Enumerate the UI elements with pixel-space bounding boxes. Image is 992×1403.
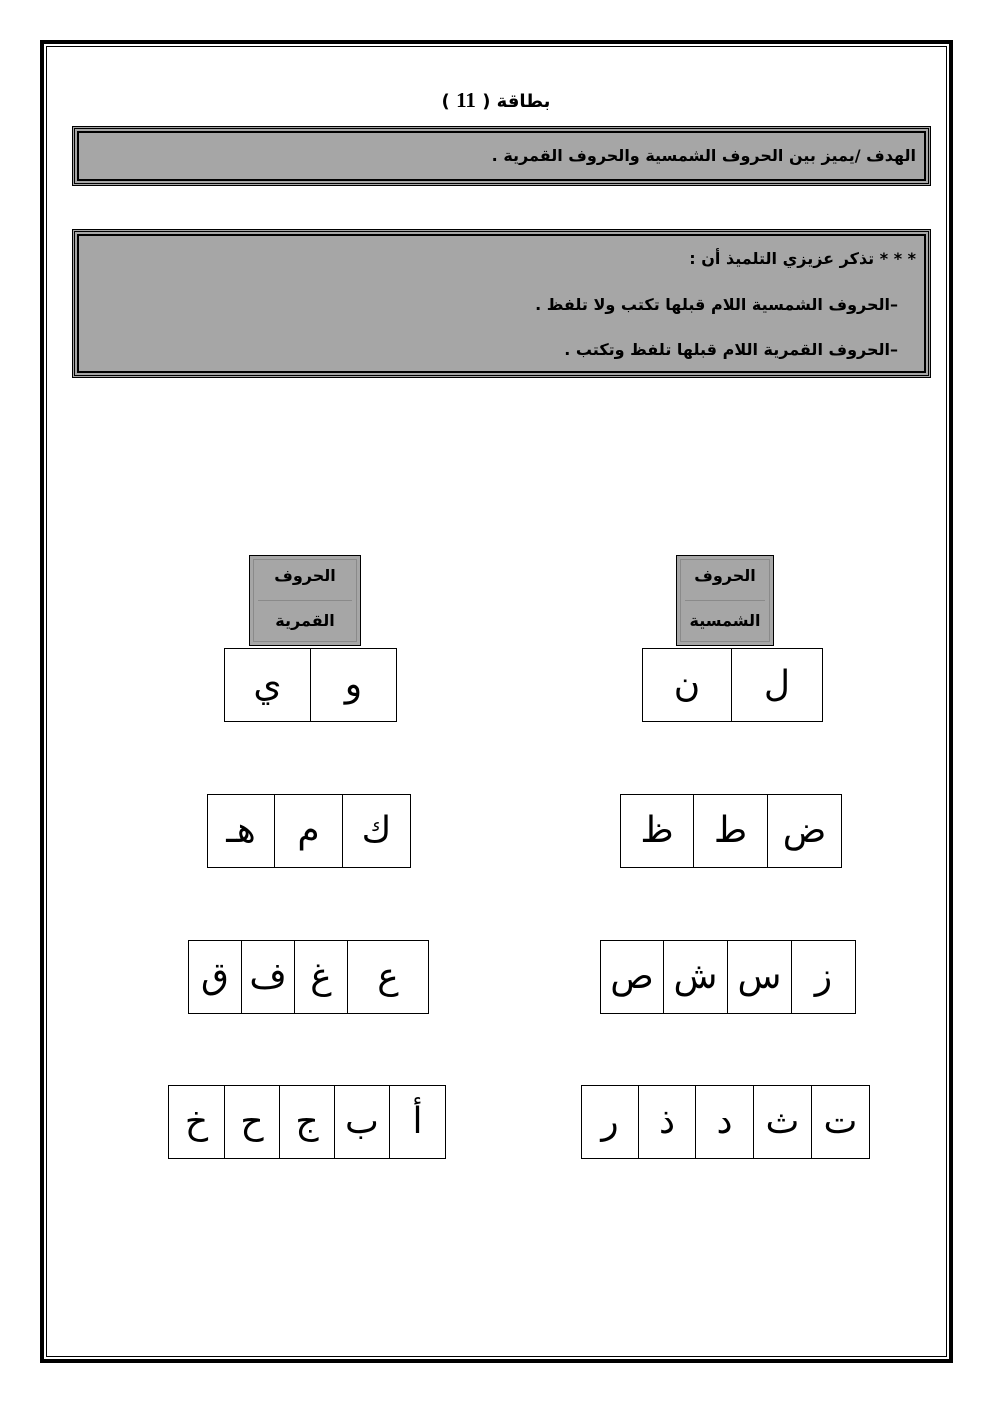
card-title-prefix: بطاقة ( — [482, 91, 551, 112]
moon-letters-header — [249, 555, 361, 646]
letter-cell: ظ — [640, 810, 674, 851]
letter-cell: ذ — [638, 1086, 695, 1158]
reminder-line-sun: –الحروف الشمسية اللام قبلها تكتب ولا تلفظ . — [535, 295, 898, 314]
moon-row-2 — [207, 794, 411, 868]
card-title-suffix: ) — [441, 91, 450, 112]
moon-row-3 — [188, 940, 429, 1014]
letter-cell: ف — [241, 941, 294, 1013]
letter-cell: ع — [347, 941, 428, 1013]
moon-row-1 — [224, 648, 397, 722]
moon-header-line2: القمرية — [275, 611, 335, 630]
sun-row-2 — [620, 794, 842, 868]
letter-cell: ك — [342, 795, 410, 867]
sun-header-line1: الحروف — [694, 566, 756, 585]
sun-header-line2: الشمسية — [689, 611, 761, 630]
letter-cell: ط — [693, 795, 767, 867]
letter-cell: ر — [601, 1101, 619, 1142]
letter-cell: ب — [334, 1086, 389, 1158]
moon-row-4 — [168, 1085, 446, 1159]
sun-row-4 — [581, 1085, 870, 1159]
letter-cell: ج — [279, 1086, 334, 1158]
letter-cell: أ — [389, 1086, 445, 1158]
goal-text: الهدف /يميز بين الحروف الشمسية والحروف القمرية . — [491, 146, 916, 165]
letter-cell: و — [310, 649, 396, 721]
letter-cell: ل — [731, 649, 822, 721]
letter-cell: ش — [663, 941, 727, 1013]
sun-letters-header — [676, 555, 774, 646]
card-number: 11 — [456, 88, 476, 112]
sun-row-3 — [600, 940, 856, 1014]
sun-row-1 — [642, 648, 823, 722]
letter-cell: ق — [201, 956, 229, 997]
moon-header-line1: الحروف — [274, 566, 336, 585]
reminder-box — [72, 229, 931, 378]
letter-cell: غ — [294, 941, 347, 1013]
letter-cell: ص — [610, 956, 654, 997]
letter-cell: ت — [811, 1086, 869, 1158]
letter-cell: د — [695, 1086, 753, 1158]
letter-cell: ث — [753, 1086, 811, 1158]
letter-cell: س — [727, 941, 791, 1013]
card-title — [0, 88, 992, 113]
letter-cell: ز — [791, 941, 855, 1013]
letter-cell: خ — [184, 1101, 209, 1142]
letter-cell: ن — [673, 664, 701, 705]
reminder-line-moon: –الحروف القمرية اللام قبلها تلفظ وتكتب . — [564, 340, 898, 359]
letter-cell: م — [274, 795, 342, 867]
goal-box — [72, 126, 931, 186]
letter-cell: ح — [224, 1086, 279, 1158]
letter-cell: ض — [767, 795, 841, 867]
reminder-heading: * * * تذكر عزيزي التلميذ أن : — [689, 249, 916, 268]
letter-cell: ي — [253, 664, 282, 705]
letter-cell: هـ — [226, 810, 256, 851]
